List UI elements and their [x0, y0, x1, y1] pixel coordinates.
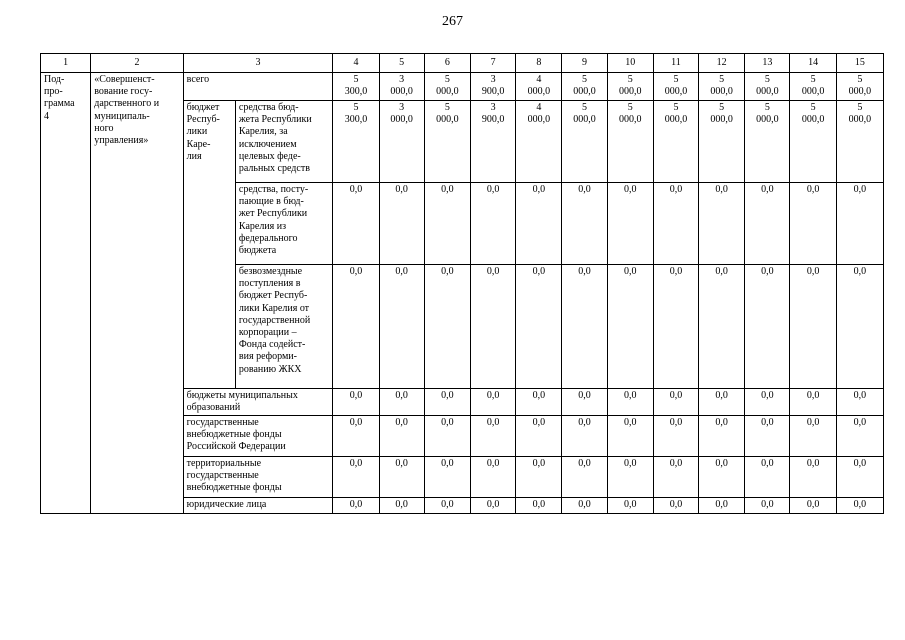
column-header: 7 [471, 54, 516, 73]
amount-cell: 5 000,0 [562, 101, 607, 183]
amount-cell: 0,0 [607, 389, 653, 416]
amount-cell: 0,0 [607, 457, 653, 498]
funding-table [40, 53, 884, 514]
amount-cell: 0,0 [379, 457, 424, 498]
amount-cell: 0,0 [745, 416, 790, 457]
amount-cell: 0,0 [699, 265, 745, 389]
column-header: 14 [790, 54, 836, 73]
column-header: 12 [699, 54, 745, 73]
header-row [41, 54, 884, 73]
amount-cell: 0,0 [333, 265, 379, 389]
amount-cell: 3 900,0 [471, 101, 516, 183]
amount-cell: 5 000,0 [836, 73, 883, 101]
amount-cell: 0,0 [699, 498, 745, 514]
column-header: 6 [424, 54, 470, 73]
amount-cell: 0,0 [699, 183, 745, 265]
amount-cell: 0,0 [562, 265, 607, 389]
amount-cell: 0,0 [333, 389, 379, 416]
amount-cell: 3 900,0 [471, 73, 516, 101]
amount-cell: 5 000,0 [790, 101, 836, 183]
amount-cell: 5 000,0 [653, 73, 698, 101]
amount-cell: 0,0 [562, 498, 607, 514]
amount-cell: 0,0 [471, 183, 516, 265]
program-name: «Совершенст- вование госу- дарственного и муниципаль- ного управления» [91, 73, 183, 514]
amount-cell: 0,0 [653, 389, 698, 416]
program-code: Под- про- грамма 4 [41, 73, 91, 514]
amount-cell: 0,0 [562, 389, 607, 416]
amount-cell: 0,0 [516, 457, 562, 498]
amount-cell: 5 000,0 [424, 101, 470, 183]
amount-cell: 5 000,0 [790, 73, 836, 101]
amount-cell: 5 300,0 [333, 101, 379, 183]
amount-cell: 5 000,0 [836, 101, 883, 183]
table-row [41, 73, 884, 101]
amount-cell: 0,0 [836, 416, 883, 457]
amount-cell: 0,0 [516, 265, 562, 389]
amount-cell: 0,0 [424, 389, 470, 416]
amount-cell: 0,0 [379, 389, 424, 416]
amount-cell: 0,0 [424, 498, 470, 514]
amount-cell: 5 000,0 [653, 101, 698, 183]
amount-cell: 0,0 [333, 416, 379, 457]
amount-cell: 4 000,0 [516, 101, 562, 183]
amount-cell: 0,0 [516, 183, 562, 265]
amount-cell: 0,0 [790, 498, 836, 514]
amount-cell: 0,0 [471, 457, 516, 498]
funding-source: средства, посту- пающие в бюд- жет Республики Карелия из федерального бюджета [235, 183, 332, 265]
page-number: 267 [442, 14, 463, 29]
amount-cell: 0,0 [607, 498, 653, 514]
amount-cell: 0,0 [607, 183, 653, 265]
amount-cell: 0,0 [699, 389, 745, 416]
amount-cell: 0,0 [471, 265, 516, 389]
amount-cell: 0,0 [607, 265, 653, 389]
amount-cell: 5 000,0 [424, 73, 470, 101]
amount-cell: 0,0 [790, 416, 836, 457]
amount-cell: 0,0 [471, 416, 516, 457]
amount-cell: 5 000,0 [745, 101, 790, 183]
column-header: 2 [91, 54, 183, 73]
amount-cell: 0,0 [745, 183, 790, 265]
amount-cell: 0,0 [471, 389, 516, 416]
amount-cell: 5 000,0 [745, 73, 790, 101]
funding-source: всего [183, 73, 333, 101]
amount-cell: 0,0 [653, 265, 698, 389]
column-header: 1 [41, 54, 91, 73]
column-header: 15 [836, 54, 883, 73]
funding-source: бюджеты муниципальных образований [183, 389, 333, 416]
amount-cell: 0,0 [562, 416, 607, 457]
funding-source: средства бюд- жета Республики Карелия, за исключением целевых феде- ральных средств [235, 101, 332, 183]
amount-cell: 0,0 [379, 265, 424, 389]
amount-cell: 3 000,0 [379, 73, 424, 101]
column-header: 4 [333, 54, 379, 73]
amount-cell: 0,0 [333, 498, 379, 514]
amount-cell: 4 000,0 [516, 73, 562, 101]
amount-cell: 0,0 [333, 183, 379, 265]
column-header: 3 [183, 54, 333, 73]
amount-cell: 0,0 [516, 416, 562, 457]
amount-cell: 0,0 [745, 457, 790, 498]
column-header: 13 [745, 54, 790, 73]
amount-cell: 0,0 [699, 416, 745, 457]
amount-cell: 0,0 [836, 183, 883, 265]
column-header: 11 [653, 54, 698, 73]
amount-cell: 0,0 [379, 498, 424, 514]
amount-cell: 0,0 [836, 457, 883, 498]
amount-cell: 0,0 [653, 416, 698, 457]
amount-cell: 0,0 [790, 183, 836, 265]
funding-source: государственные внебюджетные фонды Российской Федерации [183, 416, 333, 457]
amount-cell: 0,0 [424, 416, 470, 457]
amount-cell: 5 000,0 [562, 73, 607, 101]
amount-cell: 0,0 [379, 183, 424, 265]
column-header: 10 [607, 54, 653, 73]
amount-cell: 0,0 [836, 265, 883, 389]
amount-cell: 0,0 [562, 457, 607, 498]
amount-cell: 0,0 [424, 183, 470, 265]
amount-cell: 0,0 [836, 389, 883, 416]
amount-cell: 0,0 [836, 498, 883, 514]
amount-cell: 0,0 [745, 498, 790, 514]
funding-source: юридические лица [183, 498, 333, 514]
amount-cell: 0,0 [379, 416, 424, 457]
amount-cell: 0,0 [333, 457, 379, 498]
amount-cell: 5 000,0 [607, 101, 653, 183]
amount-cell: 0,0 [516, 498, 562, 514]
amount-cell: 0,0 [653, 498, 698, 514]
column-header: 9 [562, 54, 607, 73]
amount-cell: 0,0 [745, 265, 790, 389]
budget-group-label: бюджет Респуб- лики Каре- лия [183, 101, 235, 389]
amount-cell: 0,0 [471, 498, 516, 514]
amount-cell: 0,0 [653, 183, 698, 265]
amount-cell: 5 300,0 [333, 73, 379, 101]
amount-cell: 0,0 [653, 457, 698, 498]
amount-cell: 0,0 [790, 265, 836, 389]
amount-cell: 5 000,0 [699, 73, 745, 101]
amount-cell: 3 000,0 [379, 101, 424, 183]
funding-source: безвозмездные поступления в бюджет Респуб- лики Карелия от государственной корпорации – Фонда содейст- вия реформи- рованию ЖКХ [235, 265, 332, 389]
amount-cell: 0,0 [562, 183, 607, 265]
amount-cell: 5 000,0 [699, 101, 745, 183]
column-header: 8 [516, 54, 562, 73]
funding-source: территориальные государственные внебюджетные фонды [183, 457, 333, 498]
amount-cell: 0,0 [424, 265, 470, 389]
amount-cell: 5 000,0 [607, 73, 653, 101]
amount-cell: 0,0 [699, 457, 745, 498]
amount-cell: 0,0 [745, 389, 790, 416]
amount-cell: 0,0 [607, 416, 653, 457]
column-header: 5 [379, 54, 424, 73]
amount-cell: 0,0 [516, 389, 562, 416]
amount-cell: 0,0 [790, 457, 836, 498]
amount-cell: 0,0 [790, 389, 836, 416]
amount-cell: 0,0 [424, 457, 470, 498]
